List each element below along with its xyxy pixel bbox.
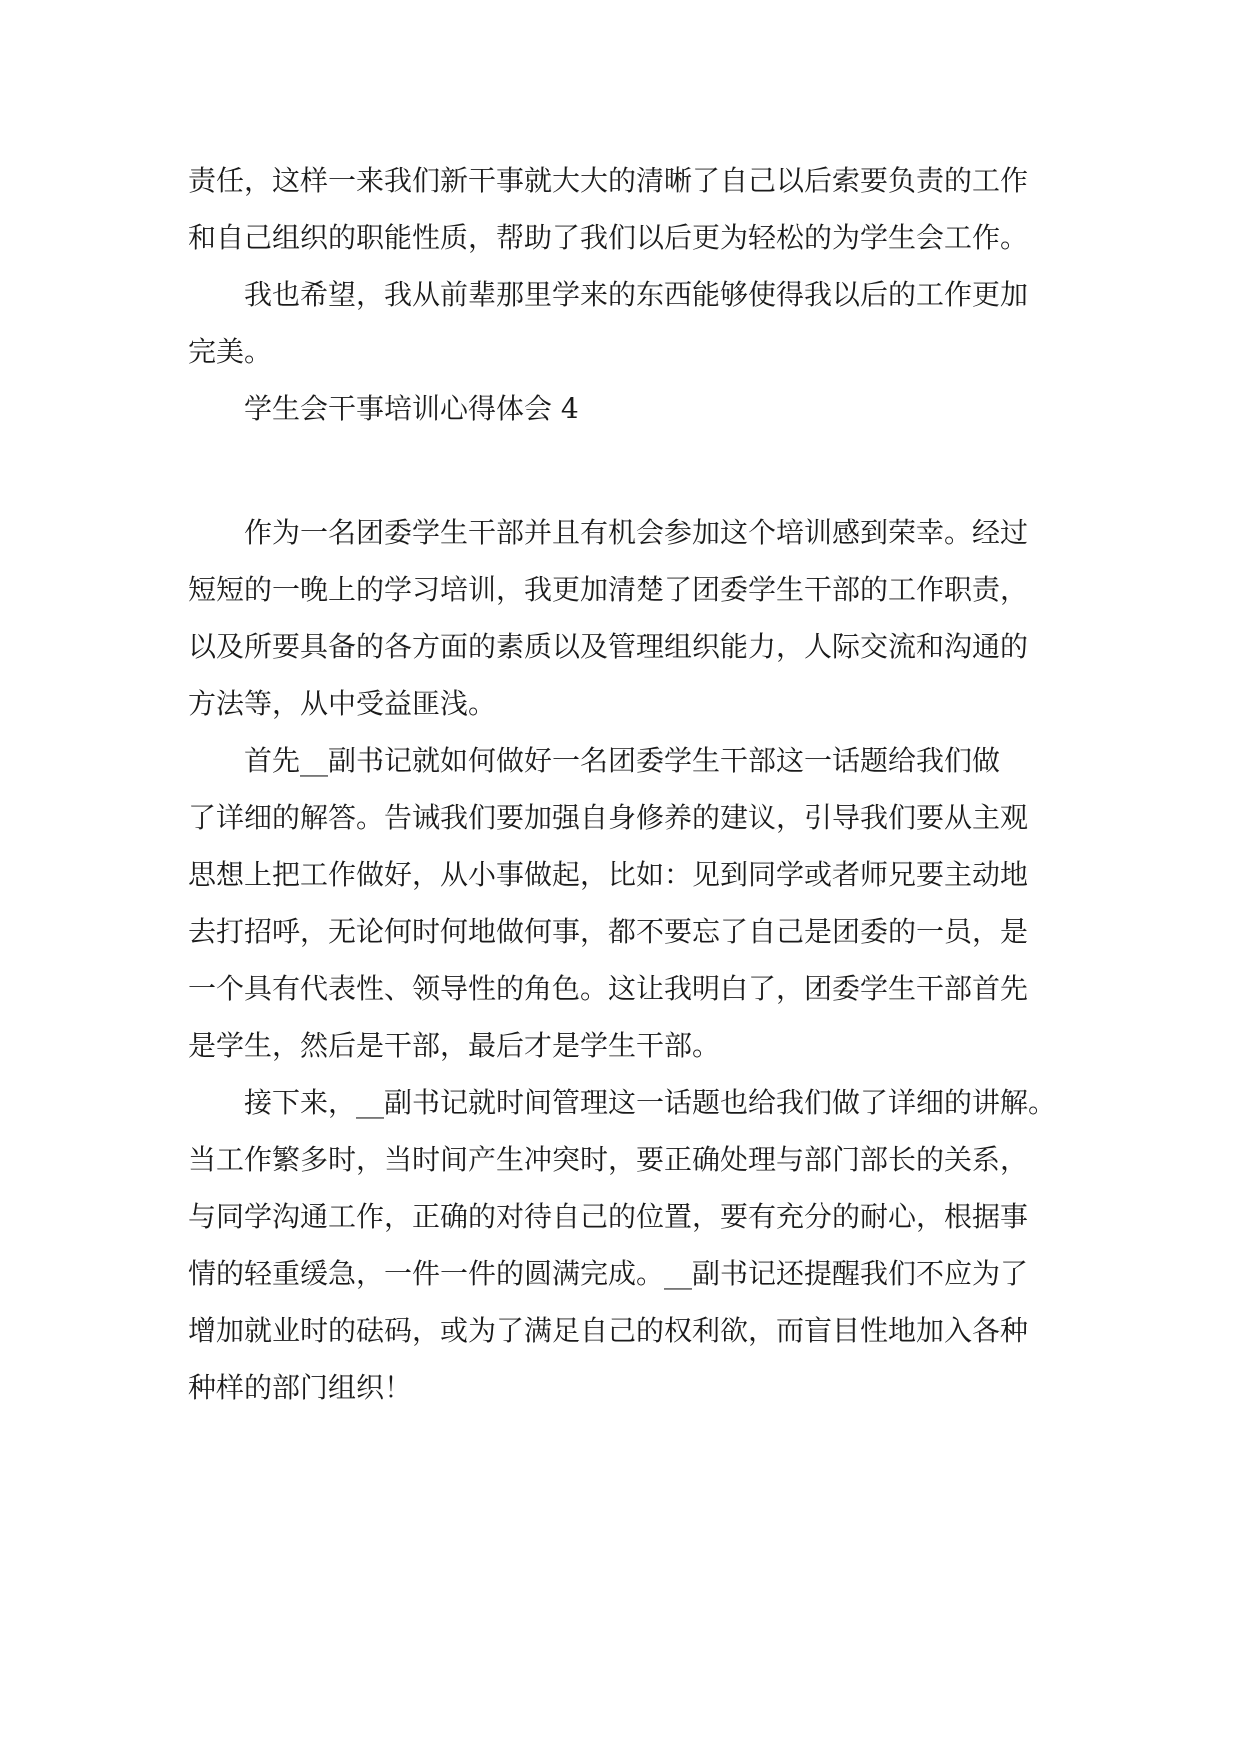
text-line: 作为一名团委学生干部并且有机会参加这个培训感到荣幸。经过: [244, 516, 1029, 549]
text-line: 和自己组织的职能性质，帮助了我们以后更为轻松的为学生会工作。: [188, 221, 1029, 254]
paragraph-hope: [188, 266, 1058, 380]
text-line: 完美。: [188, 335, 273, 368]
text-line: 情的轻重缓急，一件一件的圆满完成。__副书记还提醒我们不应为了: [188, 1257, 1029, 1290]
text-line: 接下来，__副书记就时间管理这一话题也给我们做了详细的讲解。: [244, 1086, 1057, 1119]
text-line: 短短的一晚上的学习培训，我更加清楚了团委学生干部的工作职责，: [188, 573, 1029, 606]
section-heading: [188, 380, 1058, 437]
paragraph-intro: [188, 504, 1058, 732]
text-line: 增加就业时的砝码，或为了满足自己的权利欲，而盲目性地加入各种: [188, 1314, 1029, 1347]
text-line: 责任，这样一来我们新干事就大大的清晰了自己以后索要负责的工作: [188, 164, 1029, 197]
paragraph-continuation: [188, 152, 1058, 266]
paragraph-next: [188, 1074, 1058, 1416]
text-line: 我也希望，我从前辈那里学来的东西能够使得我以后的工作更加: [244, 278, 1029, 311]
text-line: 种样的部门组织！: [188, 1371, 413, 1404]
text-line: 了详细的解答。告诫我们要加强自身修养的建议，引导我们要从主观: [188, 801, 1029, 834]
text-line: 思想上把工作做好，从小事做起，比如：见到同学或者师兄要主动地: [188, 858, 1029, 891]
text-line: 与同学沟通工作，正确的对待自己的位置，要有充分的耐心，根据事: [188, 1200, 1029, 1233]
paragraph-first: [188, 732, 1058, 1074]
document-body: [188, 152, 1058, 1416]
text-line: 以及所要具备的各方面的素质以及管理组织能力，人际交流和沟通的: [188, 630, 1029, 663]
text-line: 去打招呼，无论何时何地做何事，都不要忘了自己是团委的一员，是: [188, 915, 1029, 948]
text-line: 是学生，然后是干部，最后才是学生干部。: [188, 1029, 721, 1062]
blank-gap: [188, 437, 1058, 504]
text-line: 当工作繁多时，当时间产生冲突时，要正确处理与部门部长的关系，: [188, 1143, 1029, 1176]
text-line: 方法等，从中受益匪浅。: [188, 687, 497, 720]
text-line: 一个具有代表性、领导性的角色。这让我明白了，团委学生干部首先: [188, 972, 1029, 1005]
text-line: 首先__副书记就如何做好一名团委学生干部这一话题给我们做: [244, 744, 1001, 777]
section-title: 学生会干事培训心得体会 4: [244, 392, 579, 425]
